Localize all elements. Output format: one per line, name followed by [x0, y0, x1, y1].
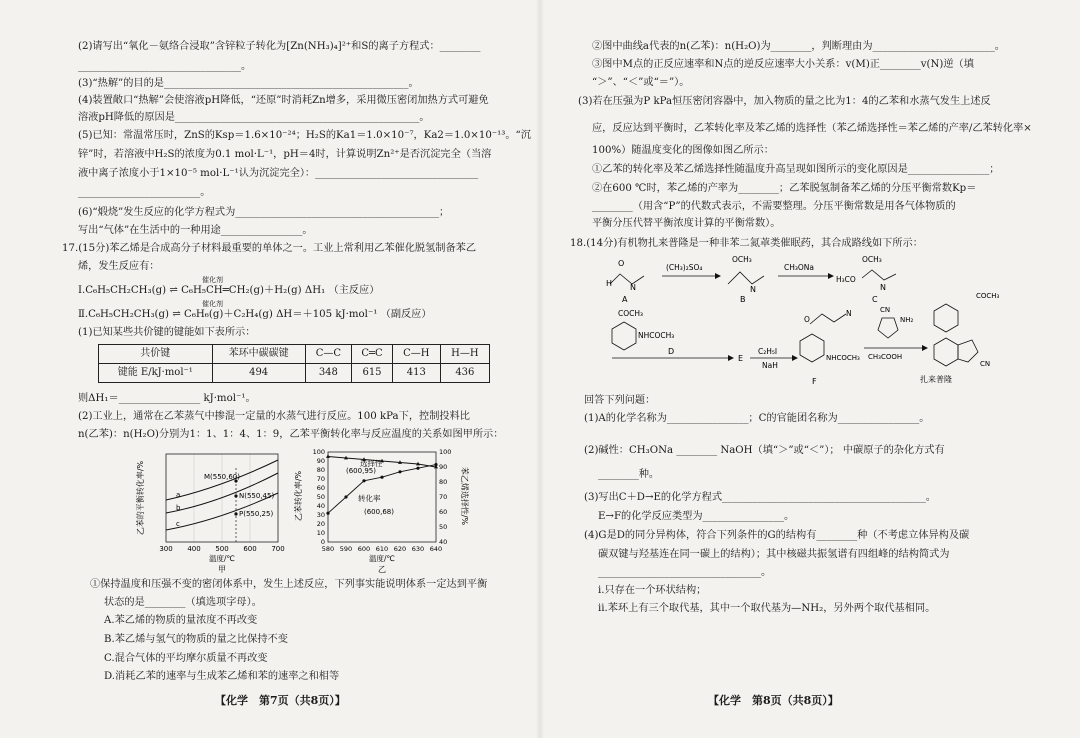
point-P	[234, 512, 237, 515]
table-row	[99, 345, 490, 364]
reagent: (CH₃)₂SO₄	[666, 263, 703, 272]
q16-2-blank: ________________________________。	[78, 61, 252, 72]
q17-2-1-b: 状态的是________（填选项字母）。	[104, 597, 262, 608]
svg-text:NH₂: NH₂	[900, 316, 914, 324]
annotation-conversion: (600,68)	[364, 508, 394, 516]
q17-2-2: ②图中曲线a代表的n(乙苯)：n(H₂O)为________，判断理由为________________________。	[592, 41, 1005, 52]
arrow-head	[728, 355, 734, 361]
chart-yi-ylabel-right: 苯乙烯选择性/%	[460, 466, 469, 526]
series-label: b	[176, 504, 181, 512]
q17-2-a: (2)工业上，通常在乙苯蒸气中掺混一定量的水蒸气进行反应。100 kPa下，控制投料比	[78, 411, 470, 422]
table-cell: 436	[440, 364, 489, 383]
q16-5-d: ________________________。	[78, 187, 211, 198]
compound-label: E	[738, 354, 744, 363]
y-tick-right: 40	[439, 538, 448, 546]
y-tick-left: 20	[316, 520, 325, 528]
page-footer-7: 【化学 第7页（共8页）】	[215, 694, 346, 707]
y-tick-left: 70	[316, 475, 325, 483]
point-N	[234, 494, 237, 497]
chart-jia	[136, 448, 290, 574]
q17-3-2-a: ②在600 ℃时，苯乙烯的产率为________；乙苯脱氢制备苯乙烯的分压平衡常数Kp＝	[592, 183, 977, 194]
q17-stem-a: 17.(15分)苯乙烯是合成高分子材料最重要的单体之一。工业上常利用乙苯催化脱氢制备苯乙	[62, 243, 477, 254]
svg-text:CN: CN	[980, 360, 991, 368]
reaction-1: Ⅰ.C₆H₅CH₂CH₃(g) ⇌ C₆H₅CH═CH₂(g)＋H₂(g) ΔH₁ （主反应）	[78, 285, 380, 296]
q17-2-b: n(乙苯)：n(H₂O)分别为1：1、1：4、1：9，乙苯平衡转化率与反应温度的关系如图甲所示：	[78, 429, 504, 440]
conversion-point	[398, 470, 401, 473]
series-label: c	[176, 520, 180, 528]
q17-2-3-a: ③图中M点的正反应速率和N点的逆反应速率大小关系：v(M)正________v(N)逆（填	[592, 59, 974, 70]
x-tick: 610	[375, 545, 389, 553]
svg-text:H₃CO: H₃CO	[836, 275, 856, 284]
point-P-label: P(550,25)	[239, 510, 274, 518]
svg-text:N: N	[846, 309, 852, 318]
svg-text:OCH₃: OCH₃	[862, 255, 882, 264]
q17-3-2-b: ________（用含“P”的代数式表示，不需要整理。分压平衡常数是用各气体物质的	[592, 201, 956, 212]
catalyst-label-2: 催化剂	[202, 300, 223, 308]
conversion-point	[434, 463, 437, 466]
series-label: a	[176, 491, 181, 499]
y-tick-left: 60	[316, 484, 325, 492]
aminopyrazole-reagent	[878, 306, 914, 338]
q18-4-a: (4)G是D的同分异构体，符合下列条件的G的结构有________种（不考虑立体异构及碳	[584, 530, 970, 541]
compound-A	[606, 259, 644, 304]
chart-yi-ylabel-left: 乙苯转化率/%	[294, 470, 303, 522]
q18-3-a: (3)写出C＋D→E的化学方程式________________________________________。	[584, 492, 936, 503]
reagent: CH₃COOH	[868, 353, 903, 361]
compound-F	[800, 309, 860, 386]
table-cell: 键能 E/kJ·mol⁻¹	[99, 364, 213, 383]
table-row	[99, 364, 490, 383]
y-tick-right: 80	[439, 478, 448, 486]
q18-1: (1)A的化学名称为________________；C的官能团名称为________________。	[584, 413, 930, 424]
q16-4-b: 溶液pH降低的原因是________________________________________________。	[78, 112, 430, 123]
condition-ii: ⅱ.苯环上有三个取代基，其中一个取代基为—NH₂，另外两个取代基相同。	[598, 603, 936, 614]
selectivity-point	[326, 454, 330, 458]
svg-text:N: N	[750, 285, 756, 294]
reaction-2: Ⅱ.C₆H₅CH₂CH₃(g) ⇌ C₆H₆(g)＋C₂H₄(g) ΔH＝＋105 kJ·mol⁻¹ （副反应）	[78, 309, 432, 320]
x-tick: 590	[339, 545, 353, 553]
arrow-head	[792, 355, 798, 361]
table-cell: 494	[212, 364, 305, 383]
q16-3: (3)“热解”的目的是________________________________________________。	[78, 78, 419, 89]
table-cell: C—C	[305, 345, 351, 364]
svg-text:N: N	[880, 283, 886, 292]
table-cell: 348	[305, 364, 351, 383]
chart-jia-ylabel: 乙苯的平衡转化率/%	[136, 460, 145, 536]
y-tick-left: 90	[316, 457, 325, 465]
x-tick: 700	[271, 545, 285, 553]
bond-energy-table	[98, 344, 490, 383]
q18-stem: 18.(14分)有机物扎来普隆是一种非苯二氮䓬类催眠药，其合成路线如下所示：	[570, 238, 923, 249]
q18-2-a: (2)碱性：CH₃ONa ________ NaOH（填“＞”或“＜”）； 中碳原子的杂化方式有	[584, 445, 945, 456]
point-M-label: M(550,60)	[204, 473, 240, 481]
svg-text:N: N	[630, 283, 636, 292]
table-cell: 共价键	[99, 345, 213, 364]
point-N-label: N(550,45)	[239, 492, 275, 500]
q17-3-1: ①乙苯的转化率及苯乙烯选择性随温度升高呈现如图所示的变化原因是________________；	[592, 164, 1000, 175]
table-cell: 615	[352, 364, 393, 383]
svg-text:NHCOCH₃: NHCOCH₃	[638, 331, 675, 340]
y-tick-right: 60	[439, 508, 448, 516]
y-tick-right: 100	[439, 448, 452, 456]
x-tick: 600	[243, 545, 257, 553]
q18-4-b: 碳双键与羟基连在同一碳上的结构）；其中核磁共振氢谱有四组峰的结构简式为	[598, 549, 950, 560]
q18-4-c: ________________________________。	[598, 567, 772, 578]
y-tick-left: 100	[312, 448, 325, 456]
option-B: B.苯乙烯与氢气的物质的量之比保持不变	[104, 634, 288, 645]
option-C: C.混合气体的平均摩尔质量不再改变	[104, 653, 268, 664]
svg-text:C: C	[872, 295, 878, 304]
reagent: CH₃ONa	[784, 263, 814, 272]
q16-2-line: (2)请写出“氧化－氨络合浸取”含锌粒子转化为[Zn(NH₃)₄]²⁺和S的离子方程式：________	[78, 41, 481, 52]
reagent: C₂H₅I	[758, 347, 778, 356]
svg-text:OCH₃: OCH₃	[732, 255, 752, 264]
conversion-point	[344, 495, 347, 498]
compound-zaleplon	[920, 292, 1000, 384]
q17-2-1-a: ①保持温度和压强不变的密闭体系中，发生上述反应，下列事实能说明体系一定达到平衡	[90, 579, 488, 590]
x-tick: 580	[321, 545, 335, 553]
chart-yi-xlabel: 温度/℃	[369, 554, 395, 563]
option-A: A.苯乙烯的物质的量浓度不再改变	[104, 615, 258, 626]
q16-6-b: 写出“气体”在生活中的一种用途________________。	[78, 225, 313, 236]
conversion-point	[416, 467, 419, 470]
arrow-head	[922, 345, 928, 351]
compound-B	[728, 255, 764, 304]
table-cell: C—H	[392, 345, 440, 364]
table-cell: 413	[392, 364, 440, 383]
x-tick: 630	[411, 545, 425, 553]
y-tick-left: 30	[316, 511, 325, 519]
chart-yi-caption: 乙	[378, 565, 386, 574]
svg-text:A: A	[622, 295, 628, 304]
table-cell: 苯环中碳碳键	[212, 345, 305, 364]
page-footer-8: 【化学 第8页（共8页）】	[708, 694, 839, 707]
q17-1-answer: 则ΔH₁＝________________ kJ·mol⁻¹。	[78, 393, 256, 404]
y-tick-right: 70	[439, 493, 448, 501]
q17-stem-b: 烯，发生反应有：	[78, 261, 160, 272]
compound-label: D	[668, 347, 675, 356]
y-tick-left: 10	[316, 529, 325, 537]
x-tick: 500	[215, 545, 229, 553]
y-tick-left: 50	[316, 493, 325, 501]
svg-text:COCH₃: COCH₃	[618, 309, 644, 318]
q17-3-2-c: 平衡分压代替平衡浓度计算的平衡常数）。	[592, 218, 781, 229]
svg-text:O: O	[804, 315, 810, 324]
q16-6-a: (6)“煅烧”发生反应的化学方程式为________________________________________；	[78, 207, 450, 218]
q17-3-b: 应，反应达到平衡时，乙苯转化率及苯乙烯的选择性（苯乙烯选择性＝苯乙烯的产率/乙苯转化率×	[592, 123, 1032, 134]
y-tick-right: 50	[439, 523, 448, 531]
conversion-point	[380, 476, 383, 479]
chart-jia-caption: 甲	[218, 565, 226, 574]
q18-3-b: E→F的化学反应类型为________________。	[598, 511, 795, 522]
y-tick-left: 80	[316, 466, 325, 474]
svg-text:H: H	[606, 279, 613, 288]
conversion-point	[362, 479, 365, 482]
arrow-head	[828, 273, 834, 279]
x-tick: 620	[393, 545, 407, 553]
q17-2-3-b: “＞”、“＜”或“＝”）。	[592, 77, 690, 88]
x-tick: 600	[357, 545, 371, 553]
svg-text:F: F	[812, 377, 817, 386]
x-tick: 300	[159, 545, 173, 553]
compound-C	[836, 255, 896, 304]
q18-prompt: 回答下列问题：	[584, 395, 656, 406]
q17-1: (1)已知某些共价键的键能如下表所示：	[78, 327, 256, 338]
svg-text:B: B	[740, 295, 746, 304]
series-name-selectivity: 选择性	[360, 459, 383, 468]
svg-text:CN: CN	[880, 306, 891, 314]
chart-yi	[296, 446, 468, 574]
annotation-selectivity: (600,95)	[346, 467, 376, 475]
x-tick: 640	[429, 545, 443, 553]
table-cell: H—H	[440, 345, 489, 364]
svg-text:COCH₃: COCH₃	[976, 292, 1000, 300]
option-D: D.消耗乙苯的速率与生成苯乙烯和苯的速率之和相等	[104, 671, 340, 682]
synthesis-scheme	[600, 254, 1040, 390]
compound-D	[612, 309, 674, 350]
reagent: NaH	[762, 361, 778, 370]
q17-3-a: (3)若在压强为P kPa恒压密闭容器中，加入物质的量之比为1：4的乙苯和水蒸气发生上述反	[578, 96, 991, 107]
q18-2-b: ________种。	[598, 469, 660, 480]
q16-5-a: (5)已知：常温常压时，ZnS的Ksp＝1.6×10⁻²⁴；H₂S的Ka1＝1.0×10⁻⁷，Ka2＝1.0×10⁻¹³。“沉	[78, 130, 531, 141]
q16-5-c: 液中离子浓度小于1×10⁻⁵ mol·L⁻¹认为沉淀完全）：________________________________	[78, 168, 479, 179]
y-tick-right: 90	[439, 463, 448, 471]
conversion-line	[328, 465, 436, 514]
svg-text:NHCOCH₃: NHCOCH₃	[826, 354, 860, 362]
svg-text:扎来普隆: 扎来普隆	[920, 375, 952, 384]
x-tick: 400	[187, 545, 201, 553]
svg-text:O: O	[618, 259, 625, 268]
q16-4-a: (4)装置敞口“热解”会使溶液pH降低，“还原”时消耗Zn增多，采用微压密闭加热方式可避免	[78, 95, 489, 106]
condition-i: ⅰ.只存在一个环状结构；	[598, 585, 707, 596]
chart-jia-xlabel: 温度/℃	[209, 554, 235, 563]
conversion-point	[326, 512, 329, 515]
q17-3-c: 100%）随温度变化的图像如图乙所示：	[592, 145, 774, 156]
right-page	[540, 0, 1080, 738]
table-cell: C═C	[352, 345, 393, 364]
q16-5-b: 锌”时，若溶液中H₂S的浓度为0.1 mol·L⁻¹，pH＝4时，计算说明Zn²⁺是否沉淀完全（当溶	[78, 149, 492, 160]
y-tick-left: 0	[320, 538, 325, 546]
catalyst-label-1: 催化剂	[202, 276, 223, 284]
arrow-head	[715, 273, 721, 279]
y-tick-left: 40	[316, 502, 325, 510]
series-name-conversion: 转化率	[358, 494, 381, 503]
